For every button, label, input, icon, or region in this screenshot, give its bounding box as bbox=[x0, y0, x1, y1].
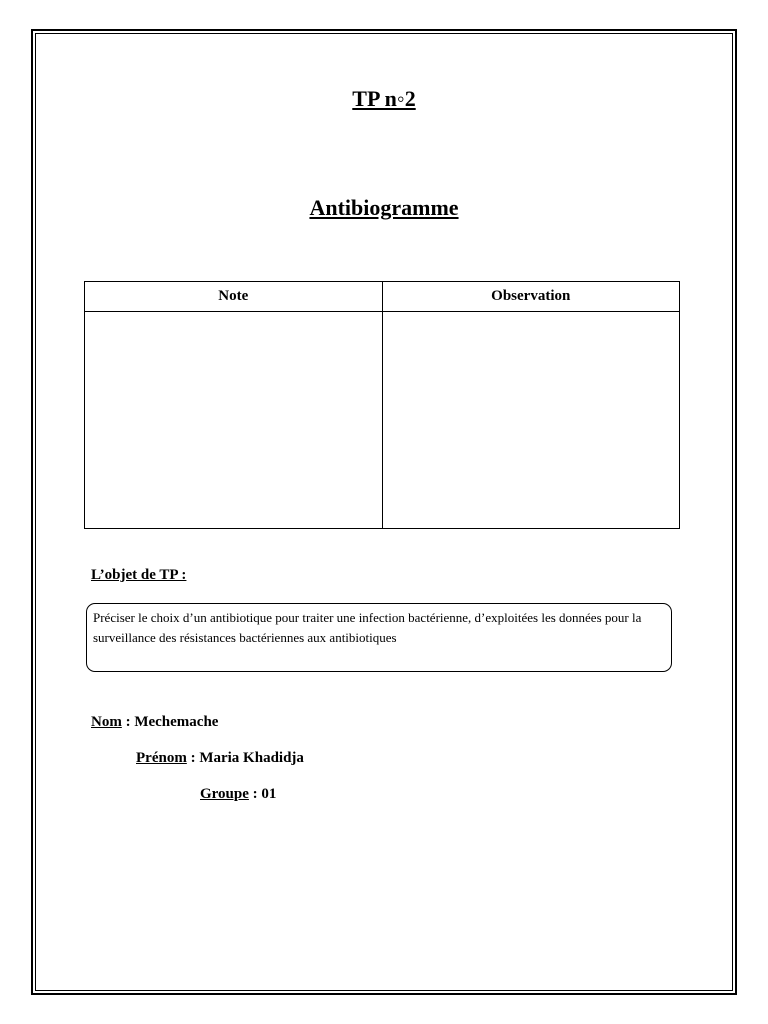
grade-table bbox=[84, 281, 680, 529]
observation-cell bbox=[382, 312, 680, 529]
nom-label: Nom bbox=[91, 714, 122, 730]
groupe-label: Groupe bbox=[200, 786, 249, 802]
observation-header: Observation bbox=[382, 282, 680, 312]
prenom-label: Prénom bbox=[136, 750, 187, 766]
student-firstname-line bbox=[136, 750, 304, 767]
objective-text-box: Préciser le choix d’un antibiotique pour traiter une infection bactérienne, d’exploitées les données pour la surveillance des résistances bactériennes aux antibiotiques bbox=[86, 603, 672, 672]
document-title: Antibiogramme bbox=[309, 195, 459, 220]
prenom-value: : Maria Khadidja bbox=[186, 750, 304, 766]
objective-label: L’objet de TP : bbox=[91, 567, 187, 583]
student-group-line bbox=[200, 786, 276, 803]
grade-table-row bbox=[85, 312, 680, 529]
nom-value: : Mechemache bbox=[121, 714, 219, 730]
tp-title: TP n◦2 bbox=[352, 86, 416, 111]
note-cell bbox=[85, 312, 383, 529]
note-header: Note bbox=[85, 282, 383, 312]
student-name-line bbox=[91, 714, 218, 731]
grade-table-header-row bbox=[85, 282, 680, 312]
groupe-value: : 01 bbox=[248, 786, 277, 802]
